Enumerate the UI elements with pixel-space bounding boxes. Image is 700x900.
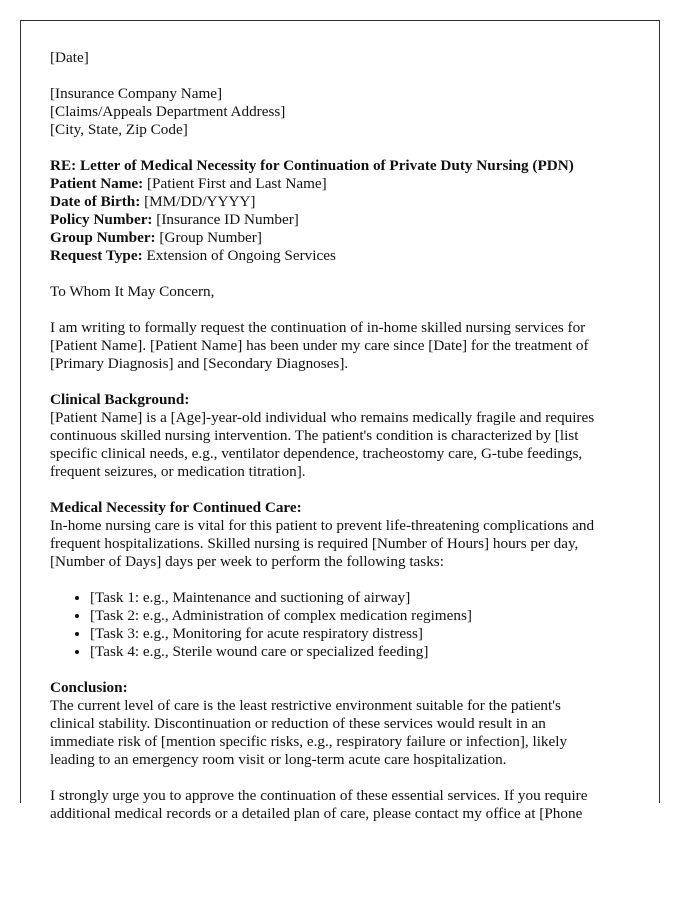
conclusion-section xyxy=(50,679,640,769)
field-label: Date of Birth: xyxy=(50,193,141,210)
field-value: [Group Number] xyxy=(159,229,262,246)
spacer xyxy=(50,265,640,283)
field-value: Extension of Ongoing Services xyxy=(146,247,336,264)
paragraph-line: additional medical records or a detailed plan of care, please contact my office at [Phone xyxy=(50,805,583,822)
re-line: RE: Letter of Medical Necessity for Continuation of Private Duty Nursing (PDN) xyxy=(50,157,574,174)
task-list-item: • [Task 3: e.g., Monitoring for acute respiratory distress] xyxy=(90,625,640,643)
reference-field-policy-number xyxy=(50,211,640,229)
task-list-item: • [Task 1: e.g., Maintenance and suctioning of airway] xyxy=(90,589,640,607)
field-label: Policy Number: xyxy=(50,211,153,228)
recipient-company: [Insurance Company Name] xyxy=(50,85,223,102)
spacer xyxy=(50,481,640,499)
reference-field-patient-name xyxy=(50,175,640,193)
spacer xyxy=(50,139,640,157)
medical-necessity-section xyxy=(50,499,640,661)
reference-field-request-type xyxy=(50,247,640,265)
task-list xyxy=(50,589,640,661)
recipient-city-state-zip: [City, State, Zip Code] xyxy=(50,121,188,138)
paragraph-line: The current level of care is the least restrictive environment suitable for the patient's xyxy=(50,697,561,714)
closing-paragraph xyxy=(50,787,640,823)
task-list-item: • [Task 2: e.g., Administration of complex medication regimens] xyxy=(90,607,640,625)
spacer xyxy=(50,301,640,319)
field-label: Patient Name: xyxy=(50,175,144,192)
paragraph-line: specific clinical needs, e.g., ventilator dependence, tracheostomy care, G-tube feedings, xyxy=(50,445,583,462)
field-value: [MM/DD/YYYY] xyxy=(144,193,256,210)
salutation: To Whom It May Concern, xyxy=(50,283,215,300)
paragraph-line: continuous skilled nursing intervention. The patient's condition is characterized by [list xyxy=(50,427,579,444)
reference-field-group-number xyxy=(50,229,640,247)
field-label: Request Type: xyxy=(50,247,143,264)
paragraph-line: [Number of Days] days per week to perform the following tasks: xyxy=(50,553,444,570)
paragraph-line: immediate risk of [mention specific risks, e.g., respiratory failure or infection], likely xyxy=(50,733,568,750)
paragraph-line: [Primary Diagnosis] and [Secondary Diagnoses]. xyxy=(50,355,349,372)
section-heading: Medical Necessity for Continued Care: xyxy=(50,499,302,516)
paragraph-line: clinical stability. Discontinuation or reduction of these services would result in an xyxy=(50,715,546,732)
letter-date: [Date] xyxy=(50,49,89,66)
paragraph-line: frequent hospitalizations. Skilled nursing is required [Number of Hours] hours per day, xyxy=(50,535,579,552)
letter-page xyxy=(20,20,660,822)
task-list-item: • [Task 4: e.g., Sterile wound care or specialized feeding] xyxy=(90,643,640,661)
clinical-background-section xyxy=(50,391,640,481)
reference-block xyxy=(50,157,640,265)
spacer xyxy=(50,769,640,787)
recipient-department-address: [Claims/Appeals Department Address] xyxy=(50,103,286,120)
intro-paragraph xyxy=(50,319,640,373)
section-heading: Clinical Background: xyxy=(50,391,190,408)
paragraph-line: [Patient Name] is a [Age]-year-old individual who remains medically fragile and requires xyxy=(50,409,595,426)
field-value: [Insurance ID Number] xyxy=(156,211,299,228)
paragraph-line: In-home nursing care is vital for this patient to prevent life-threatening complications and xyxy=(50,517,595,534)
field-label: Group Number: xyxy=(50,229,156,246)
spacer xyxy=(50,571,640,589)
paragraph-line: frequent seizures, or medication titration]. xyxy=(50,463,306,480)
recipient-address xyxy=(50,85,640,139)
paragraph-line: [Patient Name]. [Patient Name] has been under my care since [Date] for the treatment of xyxy=(50,337,589,354)
spacer xyxy=(50,373,640,391)
section-heading: Conclusion: xyxy=(50,679,128,696)
spacer xyxy=(50,67,640,85)
paragraph-line: I am writing to formally request the continuation of in-home skilled nursing services for xyxy=(50,319,586,336)
spacer xyxy=(50,661,640,679)
paragraph-line: I strongly urge you to approve the continuation of these essential services. If you require xyxy=(50,787,588,804)
letter-body xyxy=(50,49,640,823)
paragraph-line: leading to an emergency room visit or long-term acute care hospitalization. xyxy=(50,751,507,768)
field-value: [Patient First and Last Name] xyxy=(147,175,327,192)
reference-field-date-of-birth xyxy=(50,193,640,211)
